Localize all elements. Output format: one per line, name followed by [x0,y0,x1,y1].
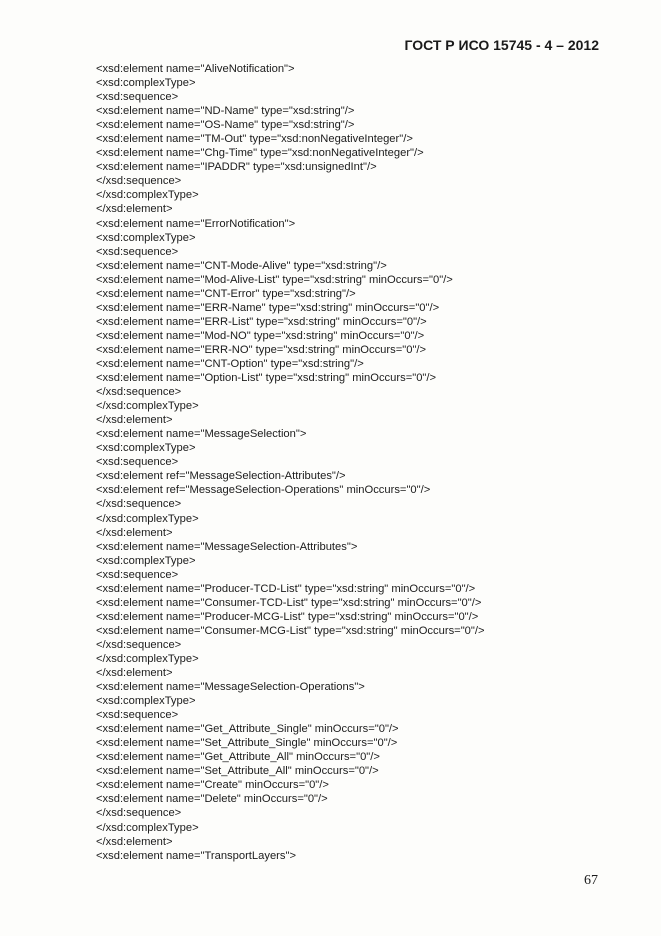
code-line: <xsd:element name="TransportLayers"> [96,849,296,862]
code-line: <xsd:element name="TM-Out" type="xsd:nonNegativeInteger"/> [96,133,413,146]
code-line: <xsd:element name="CNT-Error" type="xsd:string"/> [96,287,356,300]
code-line: <xsd:element name="Producer-MCG-List" type="xsd:string" minOccurs="0"/> [96,610,479,623]
code-line: <xsd:element name="ERR-NO" type="xsd:string" minOccurs="0"/> [96,343,427,356]
code-line: </xsd:complexType> [96,821,199,834]
code-line: <xsd:element name="Set_Attribute_Single" minOccurs="0"/> [96,737,398,750]
code-line: </xsd:complexType> [96,652,199,665]
code-line: <xsd:complexType> [96,77,196,90]
code-line: <xsd:sequence> [96,245,179,258]
code-line: <xsd:element name="AliveNotification"> [96,63,295,75]
code-line: <xsd:sequence> [96,91,179,104]
code-line: <xsd:complexType> [96,554,196,567]
code-line: <xsd:element name="MessageSelection-Operations"> [96,681,365,694]
code-line: </xsd:sequence> [96,498,182,511]
code-line: <xsd:element name="CNT-Mode-Alive" type="xsd:string"/> [96,259,387,272]
code-line: </xsd:element> [96,667,173,680]
standard-header: ГОСТ Р ИСО 15745 - 4 – 2012 [404,37,599,53]
code-line: <xsd:element name="Get_Attribute_All" minOccurs="0"/> [96,751,380,764]
code-line: <xsd:element name="Mod-Alive-List" type="xsd:string" minOccurs="0"/> [96,273,453,286]
code-line: <xsd:element name="Consumer-MCG-List" type="xsd:string" minOccurs="0"/> [96,624,485,637]
code-line: <xsd:complexType> [96,695,196,708]
code-line: <xsd:element name="ErrorNotification"> [96,217,296,230]
code-line: <xsd:element name="ND-Name" type="xsd:string"/> [96,105,355,118]
code-line: <xsd:element name="CNT-Option" type="xsd:string"/> [96,357,364,370]
code-line: <xsd:complexType> [96,231,196,244]
code-line: </xsd:sequence> [96,175,182,188]
code-line: </xsd:sequence> [96,386,182,399]
code-line: <xsd:element name="Set_Attribute_All" minOccurs="0"/> [96,765,379,778]
code-line: <xsd:element name="Consumer-TCD-List" type="xsd:string" minOccurs="0"/> [96,596,482,609]
code-line: <xsd:element ref="MessageSelection-Attributes"/> [96,470,346,483]
code-line: <xsd:sequence> [96,568,179,581]
code-line: </xsd:complexType> [96,512,199,525]
code-line: <xsd:sequence> [96,709,179,722]
code-line: <xsd:element name="OS-Name" type="xsd:string"/> [96,119,355,132]
code-line: </xsd:complexType> [96,189,199,202]
code-line: <xsd:element name="Get_Attribute_Single" minOccurs="0"/> [96,723,399,736]
code-line: <xsd:element name="MessageSelection"> [96,428,307,441]
code-line: </xsd:element> [96,414,173,427]
code-line: <xsd:element name="Mod-NO" type="xsd:string" minOccurs="0"/> [96,329,425,342]
code-line: </xsd:element> [96,526,173,539]
code-line: <xsd:element name="Producer-TCD-List" type="xsd:string" minOccurs="0"/> [96,582,476,595]
code-line: <xsd:element name="Delete" minOccurs="0"/> [96,793,328,806]
code-line: <xsd:sequence> [96,456,179,469]
xsd-code-listing [96,62,485,863]
page-number: 67 [584,873,598,888]
code-line: <xsd:complexType> [96,442,196,455]
code-line: <xsd:element name="Create" minOccurs="0"/> [96,779,329,792]
code-line: <xsd:element name="IPADDR" type="xsd:unsignedInt"/> [96,161,377,174]
code-line: <xsd:element name="Chg-Time" type="xsd:nonNegativeInteger"/> [96,147,424,160]
code-line: </xsd:sequence> [96,807,182,820]
code-line: <xsd:element name="MessageSelection-Attributes"> [96,540,358,553]
code-line: </xsd:element> [96,835,173,848]
code-line: <xsd:element name="ERR-List" type="xsd:string" minOccurs="0"/> [96,315,427,328]
code-line: </xsd:sequence> [96,638,182,651]
code-line: <xsd:element name="Option-List" type="xsd:string" minOccurs="0"/> [96,372,437,385]
code-line: <xsd:element name="ERR-Name" type="xsd:string" minOccurs="0"/> [96,301,440,314]
code-line: <xsd:element ref="MessageSelection-Operations" minOccurs="0"/> [96,484,431,497]
code-line: </xsd:complexType> [96,400,199,413]
code-line: </xsd:element> [96,203,173,216]
